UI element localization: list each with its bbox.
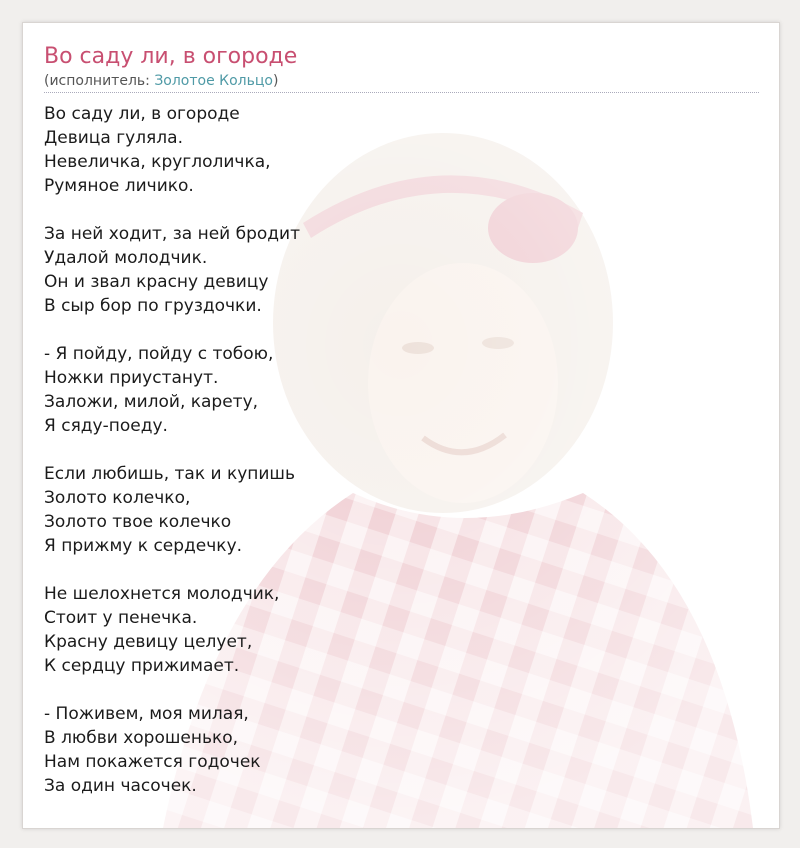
lyric-line: Я прижму к сердечку. — [44, 536, 243, 556]
song-title: Во саду ли, в огороде — [44, 44, 298, 69]
lyric-line: Удалой молодчик. — [44, 248, 208, 268]
lyric-line: В сыр бор по груздочки. — [44, 296, 262, 316]
lyric-line: Заложи, милой, карету, — [44, 392, 259, 412]
lyric-line: В любви хорошенько, — [44, 728, 239, 748]
lyric-line: Румяное личико. — [44, 176, 194, 196]
lyric-line: Во саду ли, в огороде — [44, 104, 240, 124]
lyric-line: Я сяду-поеду. — [44, 416, 168, 436]
lyric-line: Девица гуляла. — [44, 128, 183, 148]
lyric-line: Если любишь, так и купишь — [44, 464, 296, 484]
lyrics-card — [22, 22, 780, 829]
lyric-line: За один часочек. — [44, 776, 197, 796]
lyric-line: Он и звал красну девицу — [44, 272, 269, 292]
lyric-line: За ней ходит, за ней бродит — [44, 224, 300, 244]
stanza — [44, 342, 759, 438]
stanza — [44, 222, 759, 318]
artist-suffix: ) — [272, 73, 279, 89]
lyric-line: Невеличка, круглоличка, — [44, 152, 271, 172]
lyric-line: К сердцу прижимает. — [44, 656, 240, 676]
stanza — [44, 582, 759, 678]
lyric-line: Красну девицу целует, — [44, 632, 253, 652]
lyric-line: - Я пойду, пойду с тобою, — [44, 344, 274, 364]
lyric-line: Золото колечко, — [44, 488, 191, 508]
artist-line — [44, 72, 759, 93]
stanza — [44, 462, 759, 558]
lyric-line: Ножки приустанут. — [44, 368, 219, 388]
song-content — [44, 43, 759, 822]
lyric-line: Не шелохнется молодчик, — [44, 584, 280, 604]
lyric-line: - Поживем, моя милая, — [44, 704, 249, 724]
lyric-line: Стоит у пенечка. — [44, 608, 198, 628]
lyric-line: Нам покажется годочек — [44, 752, 261, 772]
lyrics-text — [44, 102, 759, 798]
stanza — [44, 702, 759, 798]
artist-prefix: (исполнитель: — [44, 73, 155, 89]
stanza — [44, 102, 759, 198]
lyric-line: Золото твое колечко — [44, 512, 232, 532]
artist-link[interactable]: Золотое Кольцо — [154, 73, 273, 89]
